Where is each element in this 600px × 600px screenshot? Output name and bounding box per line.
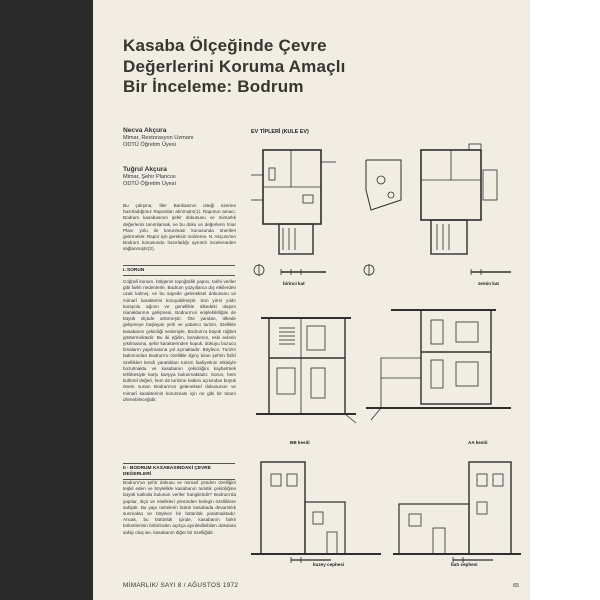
- section-bb: [251, 298, 361, 438]
- plan-upper-label: birinci kat: [283, 281, 305, 286]
- author-block-1: [123, 127, 194, 149]
- page-margin: [530, 0, 600, 600]
- elevation-west: [393, 452, 523, 567]
- section-bb-label: BB kesiti: [290, 440, 310, 445]
- author-name: Tuğrul Akçura: [123, 166, 167, 173]
- plan-ground-label: zemin kat: [478, 281, 499, 286]
- elevation-west-label: batı cephesi: [451, 562, 478, 567]
- floor-plan-upper: [251, 140, 371, 290]
- page-number: 65: [513, 583, 520, 589]
- author-name: Necva Akçura: [123, 127, 167, 134]
- elevation-north: [251, 452, 391, 567]
- section-heading-1: I. SORUN: [123, 265, 235, 276]
- author-role: Mimar, Restorasyon Uzmanı: [123, 135, 194, 141]
- section-heading-2: II - BODRUM KASABASINDAKİ ÇEVRE DEĞERLERİ: [123, 463, 235, 480]
- elevation-north-label: kuzey cephesi: [313, 562, 345, 567]
- title-line: Kasaba Ölçeğinde Çevre: [123, 36, 327, 55]
- section1-text: Coğrafi konum, bölgenin topoğrafik yapısı, tarihi veriler gibi farklı nedenlerle, Bodrum yüzyıllarca dış etkilerden uzak kalmış, ve bu sayede geleneksel dokusunu ve mimarî karakterini koruyabilmiştir. Son yirmi yıldır karayolu ağının ve genellikle ülkedeki ulaşım olanaklarının gelişmesi, Bodrum'un erişilebilirliğini de büyük ölçüde arttırmıştır. Öte yandan, ülkede gelişmeye başlayan yerli ve yabancı turizm, özellikle kasabanın çekiciliği nedeniyle, Bodrum'a büyük rağbet göstermektedir. Bu iki eğilim, beraberce, eski evlerin yıkılmasına, şehir karakterinden kopuk, dokuyu bozucu binaların yapılmasına yol açmaktadır. Böylece, Turizm bakımından Bodrum'u özellikle ilginç kılan şehrin fizikî özellikleri kendi yarattıkları turizm faaliyetinin etkisiyle bozulmakta ve kasabanın çekiciliğini kaybetmek tehlikesiyle karşı karşıya bulunmaktadır. Sorun, hem kültürel değeri, hem de turizme katkısı açısından büyük önem sunan Bodrum'un geleneksel dokusunun ve mimarî karakterinin korunması için ne gibi bir tutum izlenebileceğidir.: [123, 279, 236, 402]
- floor-plan-ground: [361, 140, 521, 290]
- section-aa-label: AA kesiti: [468, 440, 488, 445]
- page-footer: MİMARLIK/ SAYI 8 / AĞUSTOS 1972: [123, 582, 239, 589]
- author-role: Mimar, Şehir Plancısı: [123, 174, 176, 180]
- section2-text: Bodrum'un şehir dokusu ve mimarî yönden özelliğini teşkil eden ve böylelikle kasabanın turistik çekiciliğine büyük katkıda bulunan veriler hangileridir? Bodrum'da yapılar, ölçü ve nitelikleri yönünden belirgin özelliklere sahiptir. Bu yapı ünitelerin bütün kasabada devamlılık sunmakta ve böylece bir bütünlük yaratmaktadır. Ancak, bu bütünlük içinde, kasabanın farklı bölümlerinin birbirinden açıkça ayırdedilebilen dokulara sahip oluş ise, kasabanın diğer bir özelliğidir.: [123, 480, 236, 535]
- author-affiliation: ODTÜ Öğretim Üyesi: [123, 181, 176, 187]
- title-line: Bir İnceleme: Bodrum: [123, 77, 304, 96]
- article-title: [123, 36, 453, 98]
- figure-caption: EV TİPLERİ (KULE EV): [251, 129, 309, 135]
- intro-paragraph: Bu çalışma, İller Bankasının isteği üzerine hazırladığımız Rapordan alınmıştır(1). Raporun amacı; Bodrum kasabasının şehir dokusunu ve mimarlık değerlerini tanımlamak, ve bu doku ve değerlerin İmar Planı yolu ile korunması konusunda önerileri getirmektir. Rapor için gereksiz malzeme, N. Akçura'nın Bodrum konusunda hazırladığı ayrıntılı incelemeden sağlanmıştır(2).: [123, 203, 236, 252]
- author-affiliation: ODTÜ Öğretim Üyesi: [123, 142, 176, 148]
- title-line: Değerlerini Koruma Amaçlı: [123, 56, 346, 76]
- magazine-page: [93, 0, 530, 600]
- author-block-2: [123, 166, 176, 188]
- section-aa: [361, 298, 521, 438]
